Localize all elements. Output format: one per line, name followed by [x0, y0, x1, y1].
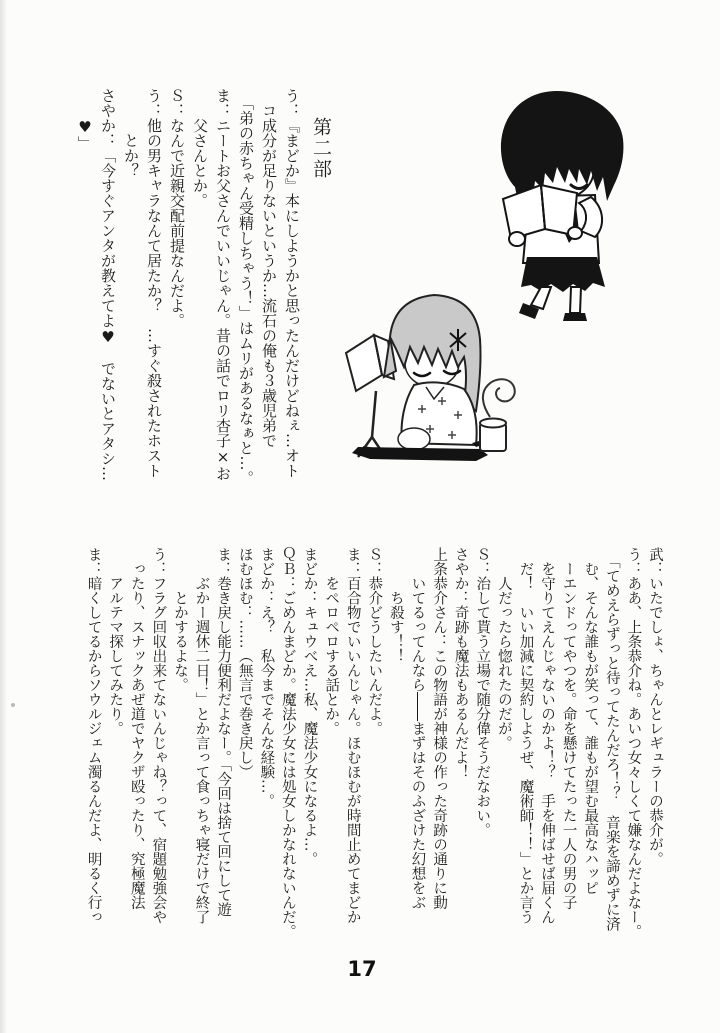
reading-girl-drawing	[473, 84, 633, 324]
bottom-text-block	[82, 547, 665, 967]
section-title: 第二部	[310, 117, 332, 180]
text-line: 「弟の赤ちゃん受精しちゃう！」はムリがあるなぁと…。	[237, 88, 255, 486]
text-line: ＱＢ：ごめんまどか。魔法少女には処女しかなれないんだ。	[279, 547, 296, 939]
text-line: 上条恭介さん：この物語が神様の作った奇跡の通りに動	[431, 547, 448, 910]
text-line: ま：暗くしてるからソウルジェム濁るんだよ、明るく行っ	[85, 547, 102, 924]
text-line: 武：いたでしょ、ちゃんとレギュラーの恭介が。	[647, 547, 663, 866]
text-line: Ｓ：治して貰う立場で随分偉そうだなおい。	[474, 547, 491, 837]
text-line: Ｓ：なんで近親交配前提なんだよ。	[168, 88, 186, 328]
sitting-girl-drawing	[330, 289, 520, 479]
text-line: コ成分が足りないというか…流石の俺も３歳児弟で	[260, 88, 278, 448]
text-line: ま：ニートお父さんでいいじゃん。昔の話でロリ杏子×お	[214, 88, 232, 481]
text-line: いてるってんなら――まずはそのふざけた幻想をぶ	[409, 547, 426, 910]
text-line: む、そんな誰もが笑って、誰もが望む最高なハッピ	[582, 547, 599, 895]
text-line: Ｓ：恭介どうしたいんだよ。	[366, 547, 383, 736]
scan-artifact-dot	[11, 703, 15, 707]
text-line: だ！ いい加減に契約しようぜ、魔術師！！」とか言う	[517, 547, 534, 924]
scan-edge-shading	[0, 0, 7, 1033]
text-line: とかするよな。	[171, 547, 188, 692]
text-line: まどか：キュウべえ…私、魔法少女になるよ…。	[301, 547, 318, 866]
illustration-sitting-girl	[330, 289, 520, 479]
text-line: さやか：「今すぐアンタが教えてよ♥ でないとアタシ…	[99, 88, 117, 481]
page-number: 17	[347, 957, 377, 981]
text-line: ぶかー週休二日！」とか言って食っちゃ寝だけで終了	[193, 547, 210, 924]
text-line: ま：巻き戻し能力便利だよなー。「今回は捨て回にして遊	[215, 547, 232, 917]
text-line: う：ああ、上条恭介ね。あいつ女々しくて嫌なんだよなー。	[625, 547, 642, 939]
text-line: まどか：え？ 私今までそんな経験…。	[258, 547, 275, 808]
text-line: 「てめえらずっと待ってたんだろ！？ 音楽を諦めずに済	[603, 547, 620, 932]
text-line: う：フラグ回収出来てないんじゃね？って、宿題勉強会や	[150, 547, 167, 924]
text-line: う：他の男キャラなんて居たか？ …すぐ殺されたホスト	[145, 88, 163, 478]
text-line: 父さんとか。	[191, 88, 209, 208]
text-line: 人だったら惚れたのだが。	[495, 547, 512, 750]
text-line: アルテマ探してみたり。	[107, 547, 124, 736]
text-line: を守りてえんじゃないのかよ！？ 手を伸ばせば届くん	[539, 547, 556, 924]
text-line: ま：百合物でいいんじゃん。ほむほむが時間止めてまどか	[344, 547, 361, 924]
text-line: ち殺す！！	[387, 547, 404, 663]
text-line: ったり、スナックあぜ道でヤクザ殴ったり、究極魔法	[128, 547, 145, 910]
text-line: さやか：奇跡も魔法もあるんだよ！	[452, 547, 469, 779]
text-line: ほむほむ：……（無言で巻き戻し）	[236, 547, 253, 779]
text-line: をペロペロする話とか。	[323, 547, 340, 736]
top-text-block	[73, 88, 303, 490]
text-line: ーエンドってやつを。命を懸けてたった一人の男の子	[560, 547, 577, 910]
text-line: ♥」	[76, 88, 94, 151]
text-line: う：『まどか』本にしようかと思ったんだけどねぇ…オト	[283, 88, 301, 478]
illustration-reading-girl	[473, 84, 633, 324]
text-line: とか？	[122, 88, 140, 178]
